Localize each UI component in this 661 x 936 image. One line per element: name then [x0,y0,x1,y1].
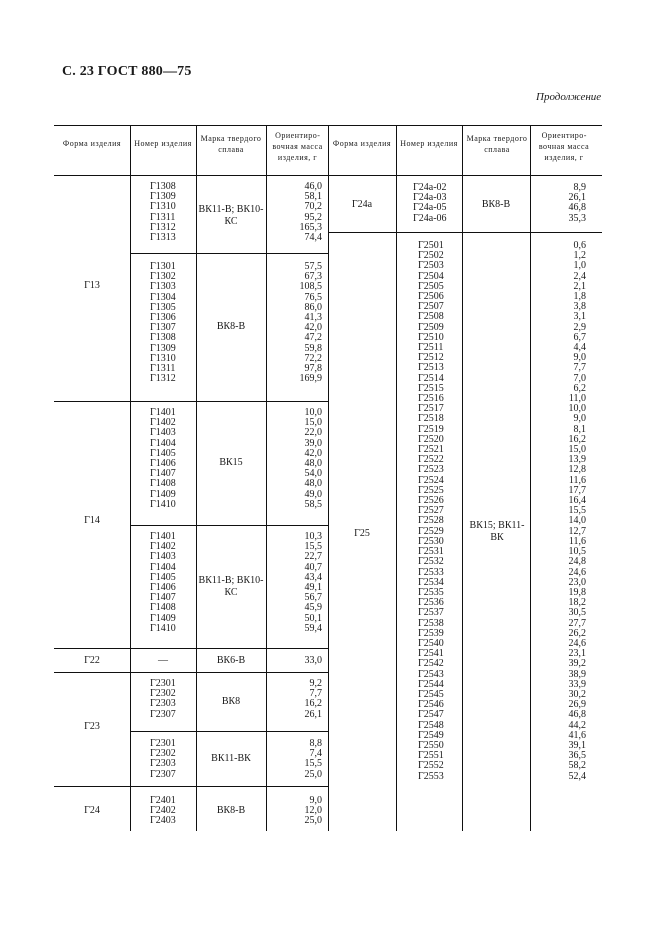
mass-value: 48,0 [304,458,322,470]
item-code: Г1312 [150,373,176,385]
item-code: Г1408 [150,478,176,490]
item-code: Г1410 [150,622,176,634]
mass-value: 23,0 [568,576,586,588]
item-code: Г2303 [150,758,176,770]
item-code: Г1312 [150,221,176,233]
item-code: Г1410 [150,498,176,510]
masses-g24a [530,183,586,224]
item-code: Г2506 [418,291,444,303]
mass-value: 45,9 [304,602,322,614]
mass-value: 1,0 [573,260,586,272]
mass-value: 43,4 [304,571,322,583]
mass-value: 108,5 [299,281,322,293]
mass-value: 25,0 [304,815,322,827]
grade-g14-b: ВК11-В; ВК10-КС [198,575,264,598]
codes-g13-b [150,262,176,384]
mass-value: 39,2 [568,658,586,670]
item-code: Г2552 [418,760,444,772]
mass-value: 9,0 [309,795,322,806]
item-code: Г1403 [150,427,176,439]
mass-value: 12,0 [304,805,322,817]
mass-value: 2,4 [573,270,586,282]
grade-g25: ВК15; ВК11-ВК [469,520,525,543]
item-code: Г1313 [150,232,176,244]
mass-value: 24,6 [568,637,586,649]
masses-g25 [530,241,586,782]
mass-value: 7,0 [573,372,586,384]
mass-value: 6,2 [573,382,586,394]
mass-value: 15,0 [304,417,322,429]
item-code: Г2530 [418,535,444,547]
mass-value: 7,7 [309,688,322,700]
item-code: Г1303 [150,281,176,293]
mass-value: 23,1 [568,648,586,660]
header-grade-right: Марка твердого сплава [466,134,528,154]
mass-value: 2,9 [573,321,586,333]
mass-value: 52,4 [568,770,586,782]
item-code: Г2523 [418,464,444,476]
mass-value: 7,4 [309,748,322,760]
mass-value: 12,8 [568,464,586,476]
masses-g14-a [266,408,322,510]
item-code: Г2507 [418,301,444,313]
item-code: Г2503 [418,260,444,272]
item-code: Г1306 [150,312,176,324]
item-code: Г2547 [418,709,444,721]
mass-value: 44,2 [568,719,586,731]
item-code: Г2548 [418,719,444,731]
item-code: Г1309 [150,191,176,203]
item-code: Г1309 [150,342,176,354]
header-number-left: Номер изделия [134,139,192,148]
item-code: Г2518 [418,413,444,425]
item-code: Г2550 [418,739,444,751]
item-code: Г2515 [418,382,444,394]
mass-value: 56,7 [304,592,322,604]
item-code: Г1402 [150,541,176,553]
mass-value: 15,5 [568,505,586,517]
item-code: Г2504 [418,270,444,282]
header-grade-left: Марка твердого сплава [200,134,262,154]
item-code: Г1308 [150,332,176,344]
mass-value: 46,8 [568,709,586,721]
code-g22: — [158,655,168,666]
item-code: Г2528 [418,515,444,527]
mass-value: 16,2 [568,433,586,445]
form-g24: Г24 [84,805,100,816]
mass-value: 10,5 [568,546,586,558]
masses-g23-a [266,679,322,720]
item-code: Г1402 [150,417,176,429]
mass-value: 35,3 [568,212,586,224]
header-form-left: Форма изделия [62,139,122,148]
header-number-right: Номер изделия [400,139,458,148]
mass-value: 9,2 [309,678,322,689]
item-code: Г2553 [418,770,444,782]
item-code: Г1311 [150,211,176,223]
grade-g13-a: ВК11-В; ВК10-КС [198,204,264,227]
mass-value: 36,5 [568,750,586,762]
mass-g22: 33,0 [304,655,322,666]
form-g24a: Г24а [351,199,373,210]
mass-value: 0,6 [573,240,586,251]
mass-value: 27,7 [568,617,586,629]
item-code: Г2544 [418,678,444,690]
item-code: Г2529 [418,525,444,537]
mass-value: 40,7 [304,561,322,573]
item-code: Г1405 [150,447,176,459]
item-code: Г1403 [150,551,176,563]
grade-g24a: ВК8-В [481,199,511,210]
mass-value: 7,7 [573,362,586,374]
mass-value: 10,0 [304,407,322,418]
mass-value: 2,1 [573,280,586,292]
item-code: Г2516 [418,393,444,405]
item-code: Г2532 [418,556,444,568]
mass-value: 47,2 [304,332,322,344]
mass-value: 42,0 [304,322,322,334]
codes-g25 [418,241,444,782]
mass-value: 15,5 [304,541,322,553]
mass-value: 26,9 [568,699,586,711]
mass-value: 19,8 [568,586,586,598]
item-code: Г1408 [150,602,176,614]
item-code: Г1407 [150,592,176,604]
mass-value: 67,3 [304,271,322,283]
item-code: Г2531 [418,546,444,558]
item-code: Г2513 [418,362,444,374]
mass-value: 8,8 [309,738,322,749]
mass-value: 57,5 [304,261,322,272]
masses-g24 [266,796,322,827]
item-code: Г2303 [150,698,176,710]
masses-g13-a [266,182,322,243]
item-code: Г2549 [418,729,444,741]
item-code: Г1401 [150,531,176,542]
item-code: Г2402 [150,805,176,817]
codes-g14-a [150,408,176,510]
item-code: Г2301 [150,738,176,749]
item-code: Г2526 [418,495,444,507]
mass-value: 50,1 [304,612,322,624]
item-code: Г2538 [418,617,444,629]
mass-value: 11,6 [568,474,586,486]
mass-value: 11,6 [568,535,586,547]
codes-g14-b [150,532,176,634]
item-code: Г1401 [150,407,176,418]
mass-value: 15,0 [568,444,586,456]
mass-value: 59,4 [304,622,322,634]
mass-value: 49,1 [304,582,322,594]
mass-value: 16,4 [568,495,586,507]
item-code: Г1302 [150,271,176,283]
mass-value: 58,5 [304,498,322,510]
grade-g13-b: ВК8-В [216,321,246,332]
item-code: Г2509 [418,321,444,333]
item-code: Г1305 [150,301,176,313]
form-g25: Г25 [354,528,370,539]
mass-value: 11,0 [568,393,586,405]
mass-value: 33,9 [568,678,586,690]
mass-value: 165,3 [299,221,322,233]
item-code: Г2539 [418,627,444,639]
mass-value: 10,0 [568,403,586,415]
item-code: Г2505 [418,280,444,292]
mass-value: 22,7 [304,551,322,563]
item-code: Г1301 [150,261,176,272]
grade-g23-a: ВК8 [221,696,241,707]
codes-g24a [413,183,447,224]
item-code: Г2514 [418,372,444,384]
item-code: Г2512 [418,352,444,364]
header-mass-right: Ориентировочная масса изделия, г [538,131,590,162]
mass-value: 39,1 [568,739,586,751]
item-code: Г2501 [418,240,444,251]
item-code: Г2302 [150,688,176,700]
item-code: Г24а-02 [413,182,447,193]
item-code: Г2307 [150,768,176,780]
mass-value: 12,7 [568,525,586,537]
mass-value: 6,7 [573,331,586,343]
continuation-label: Продолжение [536,91,602,103]
item-code: Г2551 [418,750,444,762]
mass-value: 76,5 [304,291,322,303]
item-code: Г1409 [150,612,176,624]
mass-value: 59,8 [304,342,322,354]
mass-value: 26,2 [568,627,586,639]
grade-g22: ВК6-В [216,655,246,666]
item-code: Г2534 [418,576,444,588]
item-code: Г2508 [418,311,444,323]
mass-value: 48,0 [304,478,322,490]
mass-value: 38,9 [568,668,586,680]
mass-value: 70,2 [304,201,322,213]
item-code: Г2537 [418,607,444,619]
mass-value: 30,2 [568,688,586,700]
mass-value: 97,8 [304,363,322,375]
mass-value: 26,1 [304,708,322,720]
mass-value: 1,2 [573,250,586,262]
mass-value: 30,5 [568,607,586,619]
mass-value: 74,4 [304,232,322,244]
item-code: Г2401 [150,795,176,806]
mass-value: 15,5 [304,758,322,770]
item-code: Г2521 [418,444,444,456]
mass-value: 8,9 [573,182,586,193]
item-code: Г2502 [418,250,444,262]
item-code: Г1304 [150,291,176,303]
item-code: Г2520 [418,433,444,445]
item-code: Г2545 [418,688,444,700]
item-code: Г1311 [150,363,176,375]
masses-g13-b [266,262,322,384]
item-code: Г2535 [418,586,444,598]
item-code: Г2510 [418,331,444,343]
codes-g23-a [150,679,176,720]
item-code: Г2527 [418,505,444,517]
item-code: Г1308 [150,181,176,192]
mass-value: 3,8 [573,301,586,313]
item-code: Г1409 [150,488,176,500]
codes-g23-b [150,739,176,780]
grade-g23-b: ВК11-ВК [211,753,251,764]
mass-value: 46,8 [568,202,586,214]
item-code: Г2403 [150,815,176,827]
item-code: Г2542 [418,658,444,670]
grade-g24: ВК8-В [216,805,246,816]
mass-value: 58,1 [304,191,322,203]
item-code: Г24а-03 [413,192,447,204]
codes-g13-a [150,182,176,243]
item-code: Г1405 [150,571,176,583]
item-code: Г2307 [150,708,176,720]
item-code: Г1406 [150,582,176,594]
header-mass-left: Ориентировочная масса изделия, г [272,131,323,162]
mass-value: 16,2 [304,698,322,710]
mass-value: 58,2 [568,760,586,772]
mass-value: 4,4 [573,342,586,354]
form-g13: Г13 [84,280,100,291]
mass-value: 95,2 [304,211,322,223]
item-code: Г24а-05 [413,202,447,214]
mass-value: 3,1 [573,311,586,323]
item-code: Г1407 [150,468,176,480]
item-code: Г1404 [150,437,176,449]
mass-value: 24,8 [568,556,586,568]
mass-value: 49,0 [304,488,322,500]
mass-value: 42,0 [304,447,322,459]
mass-value: 9,0 [573,413,586,425]
mass-value: 54,0 [304,468,322,480]
mass-value: 8,1 [573,423,586,435]
form-g23: Г23 [84,721,100,732]
item-code: Г2525 [418,484,444,496]
item-code: Г2519 [418,423,444,435]
item-code: Г2546 [418,699,444,711]
masses-g14-b [266,532,322,634]
page-header: С. 23 ГОСТ 880—75 [62,64,192,79]
item-code: Г2302 [150,748,176,760]
form-g14: Г14 [84,515,100,526]
item-code: Г2536 [418,597,444,609]
item-code: Г1406 [150,458,176,470]
item-code: Г2522 [418,454,444,466]
item-code: Г24а-06 [413,212,447,224]
mass-value: 46,0 [304,181,322,192]
mass-value: 26,1 [568,192,586,204]
mass-value: 14,0 [568,515,586,527]
header-form-right: Форма изделия [332,139,392,148]
mass-value: 86,0 [304,301,322,313]
item-code: Г2517 [418,403,444,415]
mass-value: 13,9 [568,454,586,466]
mass-value: 25,0 [304,768,322,780]
mass-value: 17,7 [568,484,586,496]
mass-value: 10,3 [304,531,322,542]
codes-g24 [150,796,176,827]
mass-value: 1,8 [573,291,586,303]
mass-value: 169,9 [299,373,322,385]
mass-value: 41,6 [568,729,586,741]
grade-g14-a: ВК15 [219,457,243,468]
mass-value: 72,2 [304,352,322,364]
mass-value: 18,2 [568,597,586,609]
masses-g23-b [266,739,322,780]
mass-value: 41,3 [304,312,322,324]
mass-value: 24,6 [568,566,586,578]
item-code: Г1307 [150,322,176,334]
item-code: Г1310 [150,201,176,213]
mass-value: 9,0 [573,352,586,364]
mass-value: 22,0 [304,427,322,439]
item-code: Г2511 [418,342,444,354]
item-code: Г1404 [150,561,176,573]
item-code: Г2543 [418,668,444,680]
item-code: Г1310 [150,352,176,364]
item-code: Г2533 [418,566,444,578]
mass-value: 39,0 [304,437,322,449]
item-code: Г2540 [418,637,444,649]
item-code: Г2541 [418,648,444,660]
form-g22: Г22 [84,655,100,666]
item-code: Г2301 [150,678,176,689]
item-code: Г2524 [418,474,444,486]
